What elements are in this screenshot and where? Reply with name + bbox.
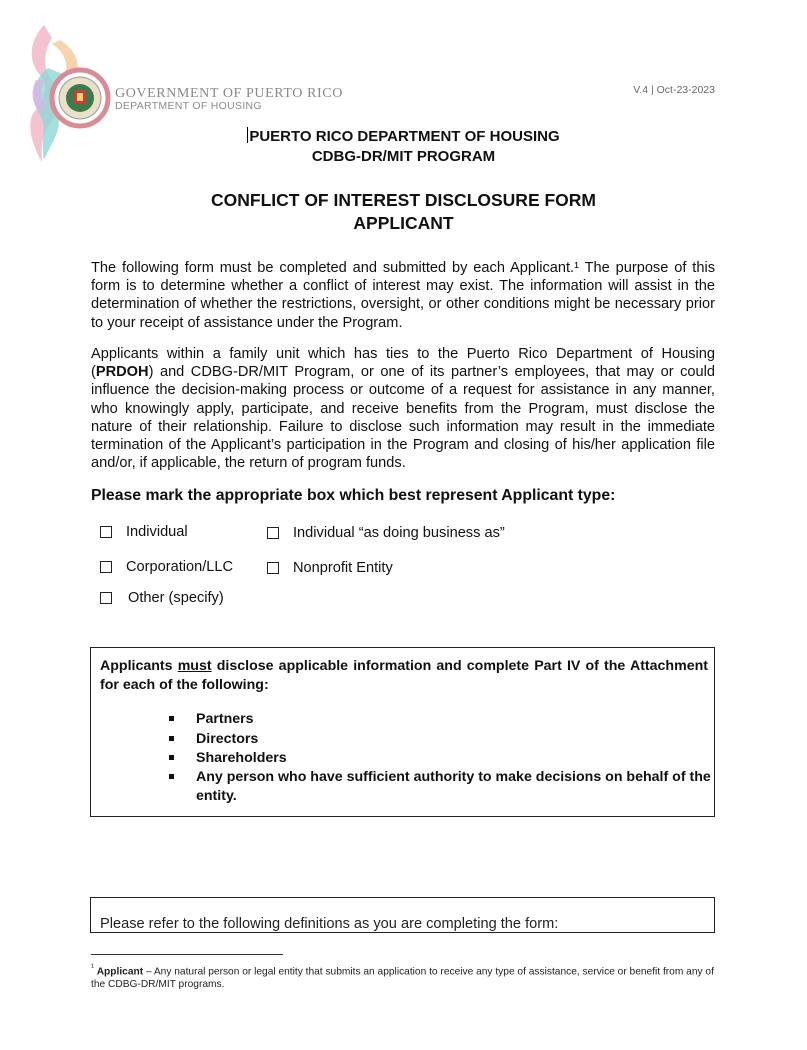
form-title: CONFLICT OF INTEREST DISCLOSURE FORM [211,190,596,210]
footnote-term: Applicant [96,966,144,978]
definitions-box [90,897,715,933]
intro-paragraph: The following form must be completed and submitted by each Applicant.¹ The purpose of this form is to determine whether a conflict of interest may exist. The information will assist in the determination of whether the restrictions, oversight, or other conditions might be necessary prior to your receipt of assistance under the Program. [91,260,715,331]
footnote: $^{^1}$ Applicant – Any natural person or legal entity that submits an application to receive any type of assistance, service or benefit from any of the CDBG-DR/MIT programs. [91,962,714,991]
checkbox-other[interactable] [100,592,112,604]
applicant-type-heading: Please mark the appropriate box which best represent Applicant type: [91,487,616,504]
logo-government-text: GOVERNMENT OF PUERTO RICO [115,86,343,101]
footnote-divider [91,954,283,955]
version-label: V.4 | Oct-23-2023 [633,84,715,96]
form-subtitle: APPLICANT [353,213,454,233]
bullet-icon [169,716,174,721]
bullet-icon [169,755,174,760]
disclosure-requirements-box: Applicants must disclose applicable information and complete Part IV of the Attachment for each of the following: Partners Directors Shareholders Any person who have sufficient authority to make decisions on behalf of the entity. [90,647,715,817]
option-individual[interactable]: Individual [100,524,188,540]
option-corporation-llc[interactable]: Corporation/LLC [100,559,233,575]
department-heading: PUERTO RICO DEPARTMENT OF HOUSING [249,128,560,145]
callout-intro: Applicants must disclose applicable information and complete Part IV of the Attachment for each of the following: [100,658,708,693]
must-emphasis: must [177,658,212,674]
checkbox-nonprofit[interactable] [267,562,279,574]
disclosure-paragraph: Applicants within a family unit which has ties to the Puerto Rico Department of Housing (PRDOH) and CDBG-DR/MIT Program, or one of its partner’s employees, that may or could influence the decision-making process or outcome of a request for assistance in any manner, who knowingly apply, participate, and receive benefits from the Program, must disclose the nature of their relationship. Failure to disclose such information may result in the immediate termination of the Applicant’s participation in the Program and closing of his/her application file and/or, if applicable, the return of program funds. [91,346,715,472]
definitions-intro: Please refer to the following definitions as you are completing the form: [100,916,559,932]
bullet-icon [169,736,174,741]
option-other[interactable]: Other (specify) [100,590,224,606]
checkbox-corporation-llc[interactable] [100,561,112,573]
checkbox-individual[interactable] [100,526,112,538]
option-individual-dba[interactable]: Individual “as doing business as” [267,525,505,541]
bullet-icon [169,774,174,779]
prdoh-acronym: PRDOH [95,364,149,381]
logo-department-text: DEPARTMENT OF HOUSING [115,100,262,112]
program-heading: CDBG-DR/MIT PROGRAM [311,148,496,165]
option-nonprofit[interactable]: Nonprofit Entity [267,560,393,576]
checkbox-individual-dba[interactable] [267,527,279,539]
